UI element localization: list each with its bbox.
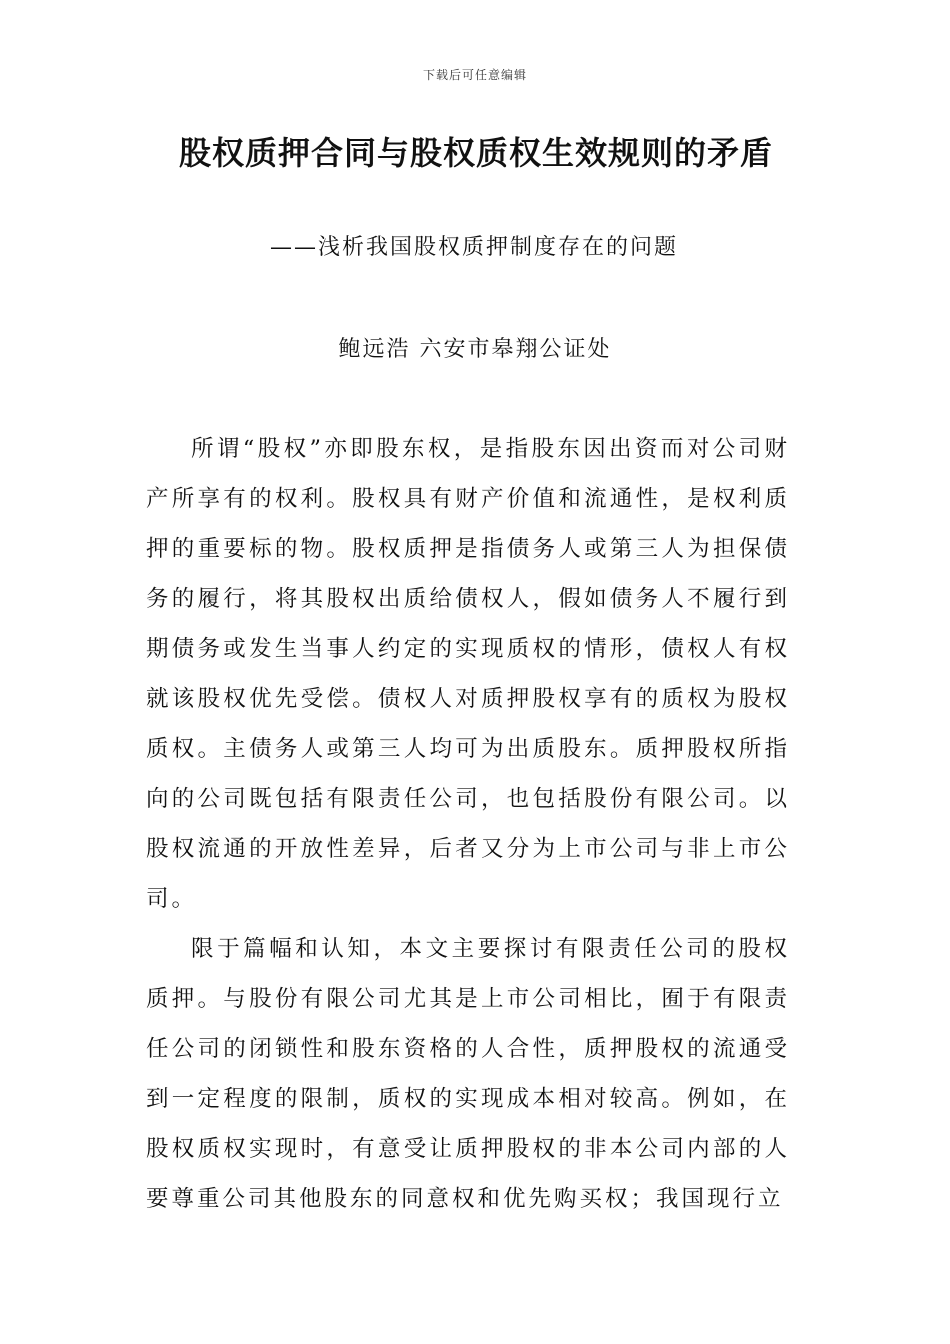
paragraph-1: 所谓“股权”亦即股东权，是指股东因出资而对公司财产所享有的权利。股权具有财产价值和流通性，是权利质押的重要标的物。股权质押是指债务人或第三人为担保债务的履行，将其股权出质给债权人，假如债务人不履行到期债务或发生当事人约定的实现质权的情形，债权人有权就该股权优先受偿。债权人对质押股权享有的质权为股权质权。主债务人或第三人均可为出质股东。质押股权所指向的公司既包括有限责任公司，也包括股份有限公司。以股权流通的开放性差异，后者又分为上市公司与非上市公司。 <box>146 436 790 912</box>
header-note: 下载后可任意编辑 <box>422 68 527 82</box>
body-text <box>146 424 790 1224</box>
document-title: 股权质押合同与股权质权生效规则的矛盾 <box>178 134 773 172</box>
document-subtitle: ——浅析我国股权质押制度存在的问题 <box>270 235 679 260</box>
author-line: 鲍远浩 六安市皋翔公证处 <box>338 337 612 362</box>
paragraph-2: 限于篇幅和认知，本文主要探讨有限责任公司的股权质押。与股份有限公司尤其是上市公司相比，囿于有限责任公司的闭锁性和股东资格的人合性，质押股权的流通受到一定程度的限制，质权的实现成本相对较高。例如，在股权质权实现时，有意受让质押股权的非本公司内部的人要尊重公司其他股东的同意权和优先购买权；我国现行立 <box>146 936 790 1212</box>
